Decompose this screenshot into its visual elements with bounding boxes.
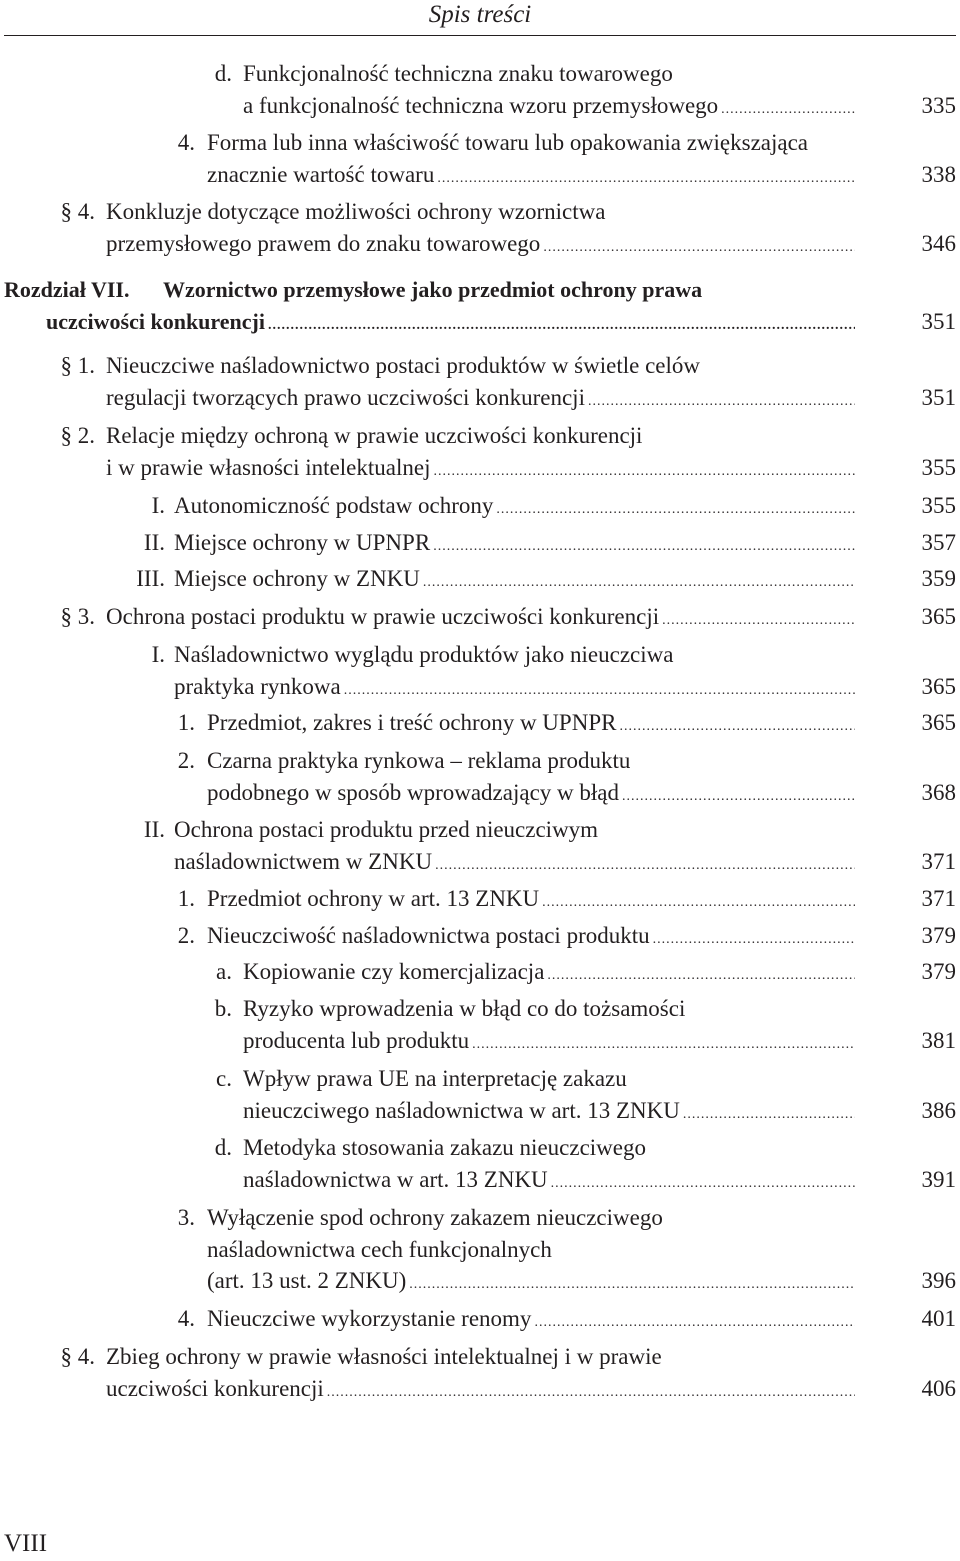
toc-entry-title-last-line — [207, 1303, 855, 1338]
toc-entry-number: § 1. — [60, 353, 95, 378]
toc-entry-number: I. — [151, 493, 165, 518]
toc-entry-number: § 2. — [60, 423, 95, 448]
dot-leader — [662, 605, 855, 636]
toc-entry-title-text: naśladownictwem w ZNKU — [174, 848, 433, 874]
toc-entry-title-last-line — [243, 1095, 855, 1130]
toc-entry-title-last-line — [106, 382, 855, 417]
toc-entry-title-text: uczciwości konkurencji — [46, 308, 265, 334]
toc-entry-title-text: znacznie wartość towaru — [207, 161, 435, 187]
toc-entry-page-number: 401 — [921, 1306, 956, 1331]
dot-leader — [433, 456, 855, 487]
toc-entry-page-number: 379 — [921, 923, 956, 948]
toc-entry-page-number: 396 — [921, 1268, 956, 1293]
toc-entry-title-text: (art. 13 ust. 2 ZNKU) — [207, 1268, 407, 1293]
toc-entry-page-number: 371 — [921, 886, 956, 911]
dot-leader — [542, 887, 855, 918]
toc-entry-number: 2. — [177, 923, 195, 948]
toc-entry-title-last-line — [207, 707, 855, 742]
toc-entry-page-number: 351 — [921, 384, 956, 410]
dot-leader — [437, 163, 855, 194]
toc-entry-number: d. — [214, 1135, 232, 1160]
toc-entry-number: II. — [143, 817, 165, 842]
toc-entry-title-last-line — [174, 846, 855, 881]
dot-leader — [547, 960, 855, 991]
toc-entry-title-text: podobnego w sposób wprowadzający w błąd — [207, 779, 619, 805]
dot-leader — [683, 1099, 855, 1130]
toc-entry-title-text: producenta lub produktu — [243, 1027, 470, 1053]
toc-entry-title-line: Zbieg ochrony w prawie własności intelektualnej i w prawie — [106, 1344, 662, 1369]
dot-leader — [619, 711, 855, 742]
toc-entry-title-line: Naśladownictwo wyglądu produktów jako nieuczciwa — [174, 642, 674, 667]
toc-entry-title-last-line — [207, 159, 855, 194]
toc-entry-title-text: Kopiowanie czy komercjalizacja — [243, 959, 545, 984]
toc-entry-title-line: Wzornictwo przemysłowe jako przedmiot ochrony prawa — [163, 277, 703, 302]
toc-entry-page-number: 357 — [921, 530, 956, 555]
toc-entry-title-line: naśladownictwa cech funkcjonalnych — [207, 1236, 552, 1262]
toc-entry-title-text: naśladownictwa w art. 13 ZNKU — [243, 1166, 548, 1192]
toc-entry-page-number: 371 — [921, 848, 956, 874]
toc-entry-page-number: 406 — [921, 1375, 956, 1401]
toc-entry-page-number: 338 — [921, 161, 956, 187]
toc-entry-title-text: Miejsce ochrony w UPNPR — [174, 530, 431, 555]
toc-entry-page-number: 355 — [921, 454, 956, 480]
dot-leader — [721, 94, 855, 125]
toc-entry-number: § 4. — [60, 199, 95, 224]
toc-entry-page-number: 359 — [921, 566, 956, 591]
toc-entry-number: II. — [143, 530, 165, 555]
toc-entry-title-text: Miejsce ochrony w ZNKU — [174, 566, 420, 591]
dot-leader — [327, 1377, 855, 1408]
toc-entry-number: 3. — [177, 1205, 195, 1230]
toc-entry-title-text: Przedmiot ochrony w art. 13 ZNKU — [207, 886, 540, 911]
dot-leader — [435, 850, 855, 881]
toc-entry-number: 4. — [177, 130, 195, 155]
toc-entry-page-number: 365 — [921, 710, 956, 735]
toc-entry-title-last-line — [207, 1265, 855, 1300]
toc-entry-number: a. — [216, 959, 232, 984]
toc-entry-page-number: 355 — [921, 493, 956, 518]
toc-entry-title-last-line — [243, 956, 855, 991]
dot-leader — [409, 1269, 855, 1300]
toc-entry-title-line: Forma lub inna właściwość towaru lub opakowania zwiększająca — [207, 130, 808, 155]
dot-leader — [423, 567, 855, 598]
toc-entry-title-line: Metodyka stosowania zakazu nieuczciwego — [243, 1135, 646, 1160]
dot-leader — [588, 386, 855, 417]
toc-entry-title-line: Relacje między ochroną w prawie uczciwości konkurencji — [106, 423, 643, 448]
toc-entry-title-last-line — [207, 920, 855, 955]
toc-entry-title-line: Nieuczciwe naśladownictwo postaci produktów w świetle celów — [106, 353, 700, 378]
toc-entry-page-number: 365 — [921, 604, 956, 629]
toc-entry-title-text: Przedmiot, zakres i treść ochrony w UPNPR — [207, 710, 617, 735]
toc-entry-title-text: Ochrona postaci produktu w prawie uczciwości konkurencji — [106, 604, 660, 629]
toc-entry-title-text: regulacji tworzących prawo uczciwości konkurencji — [106, 384, 585, 410]
toc-entry-title-line: Czarna praktyka rynkowa – reklama produktu — [207, 748, 631, 773]
dot-leader — [622, 781, 855, 812]
toc-entry-title-text: przemysłowego prawem do znaku towarowego — [106, 230, 541, 256]
toc-entry-title-text: uczciwości konkurencji — [106, 1375, 324, 1401]
toc-entry-title-line: Ochrona postaci produktu przed nieuczciwym — [174, 817, 599, 842]
toc-entry-title-line: Wyłączenie spod ochrony zakazem nieuczciwego — [207, 1205, 663, 1230]
toc-entry-title-line: Funkcjonalność techniczna znaku towarowego — [243, 61, 673, 86]
toc-entry-title-last-line — [106, 228, 855, 263]
toc-entry-title-text: a funkcjonalność techniczna wzoru przemysłowego — [243, 92, 719, 118]
dot-leader — [653, 924, 855, 955]
toc-entry-page-number: 391 — [921, 1166, 956, 1192]
toc-entry-number: 1. — [177, 710, 195, 735]
toc-entry-title-text: praktyka rynkowa — [174, 673, 341, 699]
toc-entry-title-text: i w prawie własności intelektualnej — [106, 454, 431, 480]
toc-entry-title-line: Ryzyko wprowadzenia w błąd co do tożsamości — [243, 996, 686, 1021]
toc-entry-title-last-line — [46, 306, 855, 341]
toc-entry-number: § 3. — [60, 604, 95, 629]
toc-entry-page-number: 346 — [921, 230, 956, 256]
dot-leader — [496, 494, 855, 525]
toc-entry-page-number: 381 — [921, 1027, 956, 1053]
toc-entry-number: c. — [216, 1066, 232, 1091]
toc-entry-page-number: 351 — [921, 308, 956, 334]
toc-entry-title-last-line — [106, 601, 855, 636]
toc-entry-title-last-line — [106, 452, 855, 487]
toc-entry-title-line: Konkluzje dotyczące możliwości ochrony wzornictwa — [106, 199, 606, 224]
toc-entry-number: § 4. — [60, 1344, 95, 1369]
dot-leader — [344, 675, 855, 706]
toc-entry-page-number: 386 — [921, 1097, 956, 1123]
toc-entry-title-last-line — [174, 671, 855, 706]
toc-entry-title-last-line — [243, 90, 855, 125]
dot-leader — [268, 310, 855, 341]
toc-entry-page-number: 368 — [921, 779, 956, 805]
toc-entry-title-line: Wpływ prawa UE na interpretację zakazu — [243, 1066, 627, 1091]
toc-entry-page-number: 335 — [921, 92, 956, 118]
dot-leader — [433, 531, 855, 562]
toc-entry-number: I. — [151, 642, 165, 667]
toc-entry-page-number: 379 — [921, 959, 956, 984]
dot-leader — [472, 1029, 855, 1060]
toc-entry-title-last-line — [243, 1164, 855, 1199]
toc-entry-title-text: nieuczciwego naśladownictwa w art. 13 ZNKU — [243, 1097, 680, 1123]
toc-entry-number: III. — [136, 566, 165, 591]
toc-entry-title-text: Autonomiczność podstaw ochrony — [174, 493, 494, 518]
dot-leader — [534, 1307, 855, 1338]
toc-entry-number: 2. — [177, 748, 195, 773]
toc-entry-title-last-line — [207, 777, 855, 812]
dot-leader — [543, 232, 855, 263]
toc-entry-title-last-line — [174, 563, 855, 598]
toc-entry-title-text: Nieuczciwe wykorzystanie renomy — [207, 1306, 532, 1331]
toc-entry-number: 4. — [177, 1306, 195, 1331]
toc-entry-number: b. — [214, 996, 232, 1021]
toc-entry-title-last-line — [243, 1025, 855, 1060]
toc-entry-title-last-line — [207, 883, 855, 918]
toc-entry-number: 1. — [177, 886, 195, 911]
toc-entry-title-last-line — [174, 527, 855, 562]
toc-entry-number: Rozdział VII. — [4, 277, 130, 302]
toc-entry-title-last-line — [106, 1373, 855, 1408]
toc-entry-number: d. — [214, 61, 232, 86]
toc-entry-page-number: 365 — [921, 673, 956, 699]
footer-page-number: VIII — [4, 1530, 48, 1557]
running-header-title: Spis treści — [428, 1, 532, 28]
toc-entry-title-text: Nieuczciwość naśladownictwa postaci produktu — [207, 923, 650, 948]
dot-leader — [551, 1168, 855, 1199]
toc-entry-title-last-line — [174, 490, 855, 525]
